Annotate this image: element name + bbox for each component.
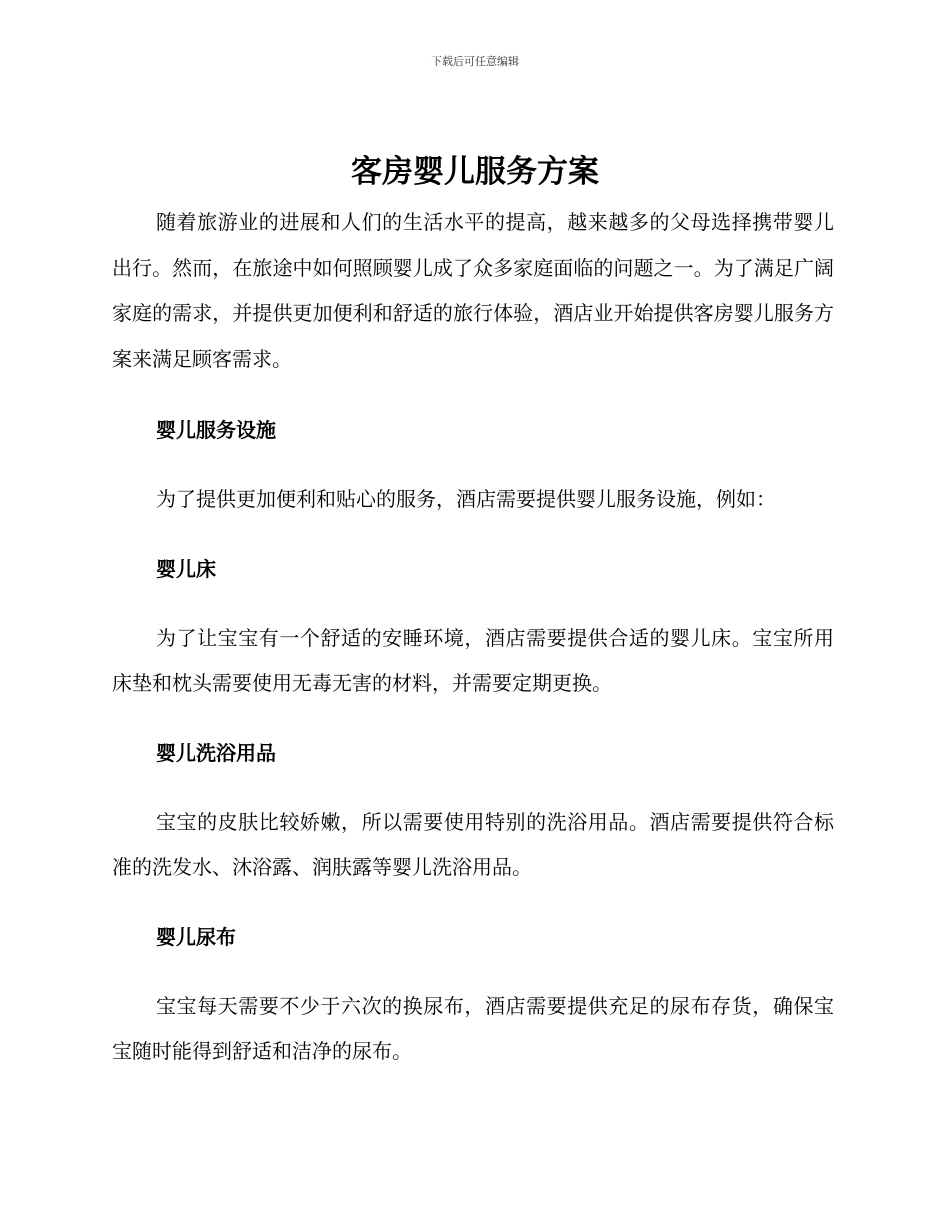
section-body-facilities: 为了提供更加便利和贴心的服务，酒店需要提供婴儿服务设施，例如： bbox=[156, 487, 776, 511]
spacer bbox=[112, 891, 834, 915]
spacer bbox=[112, 960, 834, 984]
section-heading-crib: 婴儿床 bbox=[156, 556, 216, 581]
section-heading-diapers: 婴儿尿布 bbox=[156, 924, 236, 949]
section-heading-bath-products: 婴儿洗浴用品 bbox=[156, 740, 276, 765]
section-heading-facilities: 婴儿服务设施 bbox=[156, 418, 276, 442]
spacer bbox=[112, 453, 834, 477]
spacer bbox=[112, 707, 834, 731]
intro-paragraph: 随着旅游业的进展和人们的生活水平的提高，越来越多的父母选择携带婴儿出行。然而，在旅途中如何照顾婴儿成了众多家庭面临的问题之一。为了满足广阔家庭的需求，并提供更加便利和舒适的旅行体验，酒店业开始提供客房婴儿服务方案来满足顾客需求。 bbox=[112, 210, 834, 371]
section-body-crib: 为了让宝宝有一个舒适的安睡环境，酒店需要提供合适的婴儿床。宝宝所用床垫和枕头需要使用无毒无害的材料，并需要定期更换。 bbox=[112, 625, 834, 695]
section-body-diapers: 宝宝每天需要不少于六次的换尿布，酒店需要提供充足的尿布存货，确保宝宝随时能得到舒适和洁净的尿布。 bbox=[112, 993, 834, 1063]
document-body bbox=[112, 200, 834, 1075]
spacer bbox=[112, 592, 834, 616]
spacer bbox=[112, 523, 834, 547]
document-title: 客房婴儿服务方案 bbox=[351, 154, 599, 190]
header-note: 下载后可任意编辑 bbox=[431, 55, 519, 68]
section-body-bath-products: 宝宝的皮肤比较娇嫩，所以需要使用特别的洗浴用品。酒店需要提供符合标准的洗发水、沐浴露、润肤露等婴儿洗浴用品。 bbox=[112, 809, 834, 879]
spacer bbox=[112, 776, 834, 800]
spacer bbox=[112, 382, 834, 408]
